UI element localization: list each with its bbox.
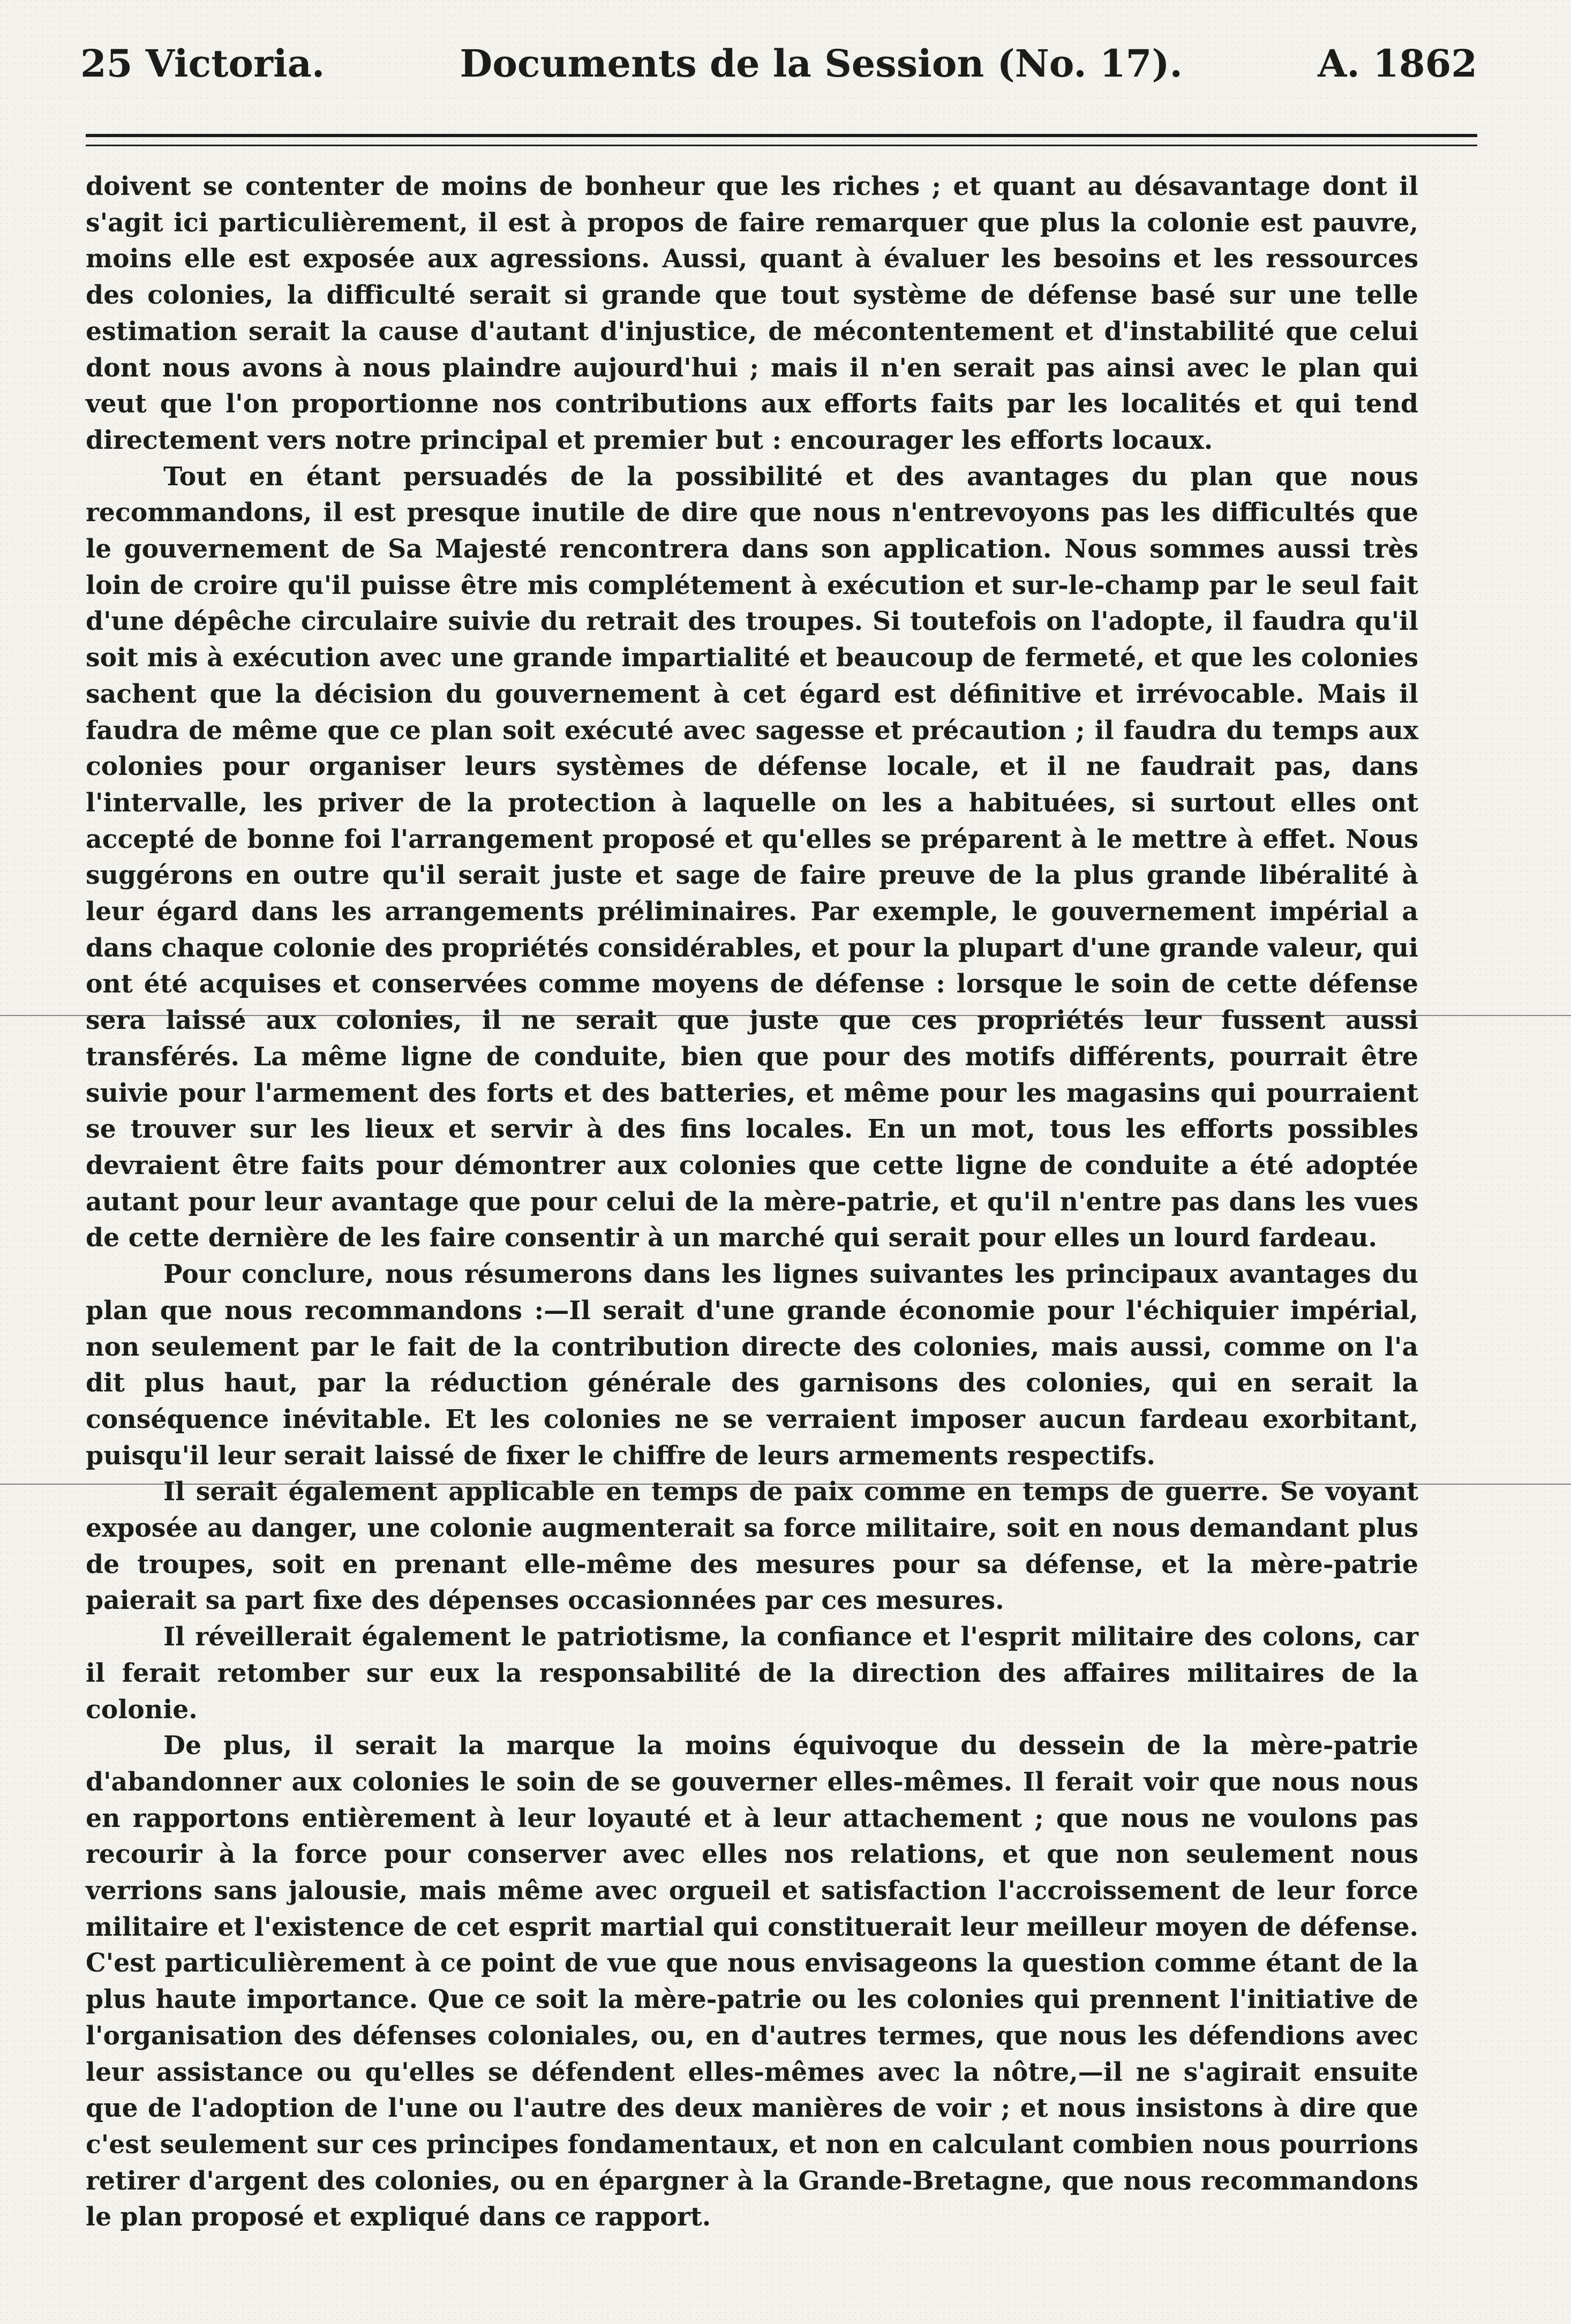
- paragraph: De plus, il serait la marque la moins équivoque du dessein de la mère-patrie d'abandonner aux colonies le soin de se gouverner elles-mêmes. Il ferait voir que nous nous en rapportons entièrement à leur loyauté et à leur attachement ; que nous ne voulons pas recourir à la force pour conserver avec elles nos relations, et que non seulement nous verrions sans jalousie, mais même avec orgueil et satisfaction l'accroissement de leur force militaire et l'existence de cet esprit martial qui constituerait leur meilleur moyen de défense. C'est particulièrement à ce point de vue que nous envisageons la question comme étant de la plus haute importance. Que ce soit la mère-patrie ou les colonies qui prennent l'initiative de l'organisation des défenses coloniales, ou, en d'autres termes, que nous les défendions avec leur assistance ou qu'elles se défendent elles-mêmes avec la nôtre,—il ne s'agirait ensuite que de l'adoption de l'une ou l'autre des deux manières de voir ; et nous insistons à dire que c'est seulement sur ces principes fondamentaux, et non en calculant combien nous pourrions retirer d'argent des colonies, ou en épargner à la Grande-Bretagne, que nous recommandons le plan proposé et expliqué dans ce rapport.: [86, 1731, 1418, 2232]
- paragraph: doivent se contenter de moins de bonheur que les riches ; et quant au désavantage dont il s'agit ici particulièrement, il est à propos de faire remarquer que plus la colonie est pauvre, moins elle est exposée aux agressions. Aussi, quant à évaluer les besoins et les ressources des colonies, la difficulté serait si grande que tout système de défense basé sur une telle estimation serait la cause d'autant d'injustice, de mécontentement et d'instabilité que celui dont nous avons à nous plaindre aujourd'hui ; mais il n'en serait pas ainsi avec le plan qui veut que l'on proportionne nos contributions aux efforts faits par les localités et qui tend directement vers notre principal et premier but : encourager les efforts locaux.: [86, 172, 1418, 455]
- paragraph: Il serait également applicable en temps de paix comme en temps de guerre. Se voyant exposée au danger, une colonie augmenterait sa force militaire, soit en nous demandant plus de troupes, soit en prenant elle-même des mesures pour sa défense, et la mère-patrie paierait sa part fixe des dépenses occasionnées par ces mesures.: [86, 1477, 1418, 1616]
- header-reign: 25 Victoria.: [80, 41, 325, 86]
- header-rule-thick: [86, 134, 1477, 137]
- header-year: A. 1862: [1318, 41, 1477, 86]
- header-rule-thin: [86, 145, 1477, 146]
- paragraph: Il réveillerait également le patriotisme, la confiance et l'esprit militaire des colons, car il ferait retomber sur eux la responsabilité de la direction des affaires militaires de la colonie.: [86, 1622, 1418, 1725]
- page-header: [80, 31, 1477, 95]
- paragraph: Pour conclure, nous résumerons dans les lignes suivantes les principaux avantages du plan que nous recommandons :—Il serait d'une grande économie pour l'échiquier impérial, non seulement par le fait de la contribution directe des colonies, mais aussi, comme on l'a dit plus haut, par la réduction générale des garnisons des colonies, qui en serait la conséquence inévitable. Et les colonies ne se verraient imposer aucun fardeau exorbitant, puisqu'il leur serait laissé de fixer le chiffre de leurs armements respectifs.: [86, 1260, 1418, 1471]
- body-text: [86, 169, 1418, 2236]
- paragraph: Tout en étant persuadés de la possibilité et des avantages du plan que nous recommandons, il est presque inutile de dire que nous n'entrevoyons pas les difficultés que le gouvernement de Sa Majesté rencontrera dans son application. Nous sommes aussi très loin de croire qu'il puisse être mis complétement à exécution et sur-le-champ par le seul fait d'une dépêche circulaire suivie du retrait des troupes. Si toutefois on l'adopte, il faudra qu'il soit mis à exécution avec une grande impartialité et beaucoup de fermeté, et que les colonies sachent que la décision du gouvernement à cet égard est définitive et irrévocable. Mais il faudra de même que ce plan soit exécuté avec sagesse et précaution ; il faudra du temps aux colonies pour organiser leurs systèmes de défense locale, et il ne faudrait pas, dans l'intervalle, les priver de la protection à laquelle on les a habituées, si surtout elles ont accepté de bonne foi l'arrangement proposé et qu'elles se préparent à le mettre à effet. Nous suggérons en outre qu'il serait juste et sage de faire preuve de la plus grande libéralité à leur égard dans les arrangements préliminaires. Par exemple, le gouvernement impérial a dans chaque colonie des propriétés considérables, et pour la plupart d'une grande valeur, qui ont été acquises et conservées comme moyens de défense : lorsque le soin de cette défense sera laissé aux colonies, il ne serait que juste que ces propriétés leur fussent aussi transférés. La même ligne de conduite, bien que pour des motifs différents, pourrait être suivie pour l'armement des forts et des batteries, et même pour les magasins qui pourraient se trouver sur les lieux et servir à des fins locales. En un mot, tous les efforts possibles devraient être faits pour démontrer aux colonies que cette ligne de conduite a été adoptée autant pour leur avantage que pour celui de la mère-patrie, et qu'il n'entre pas dans les vues de cette dernière de les faire consentir à un marché qui serait pour elles un lourd fardeau.: [86, 462, 1418, 1253]
- header-title: Documents de la Session (No. 17).: [460, 41, 1183, 86]
